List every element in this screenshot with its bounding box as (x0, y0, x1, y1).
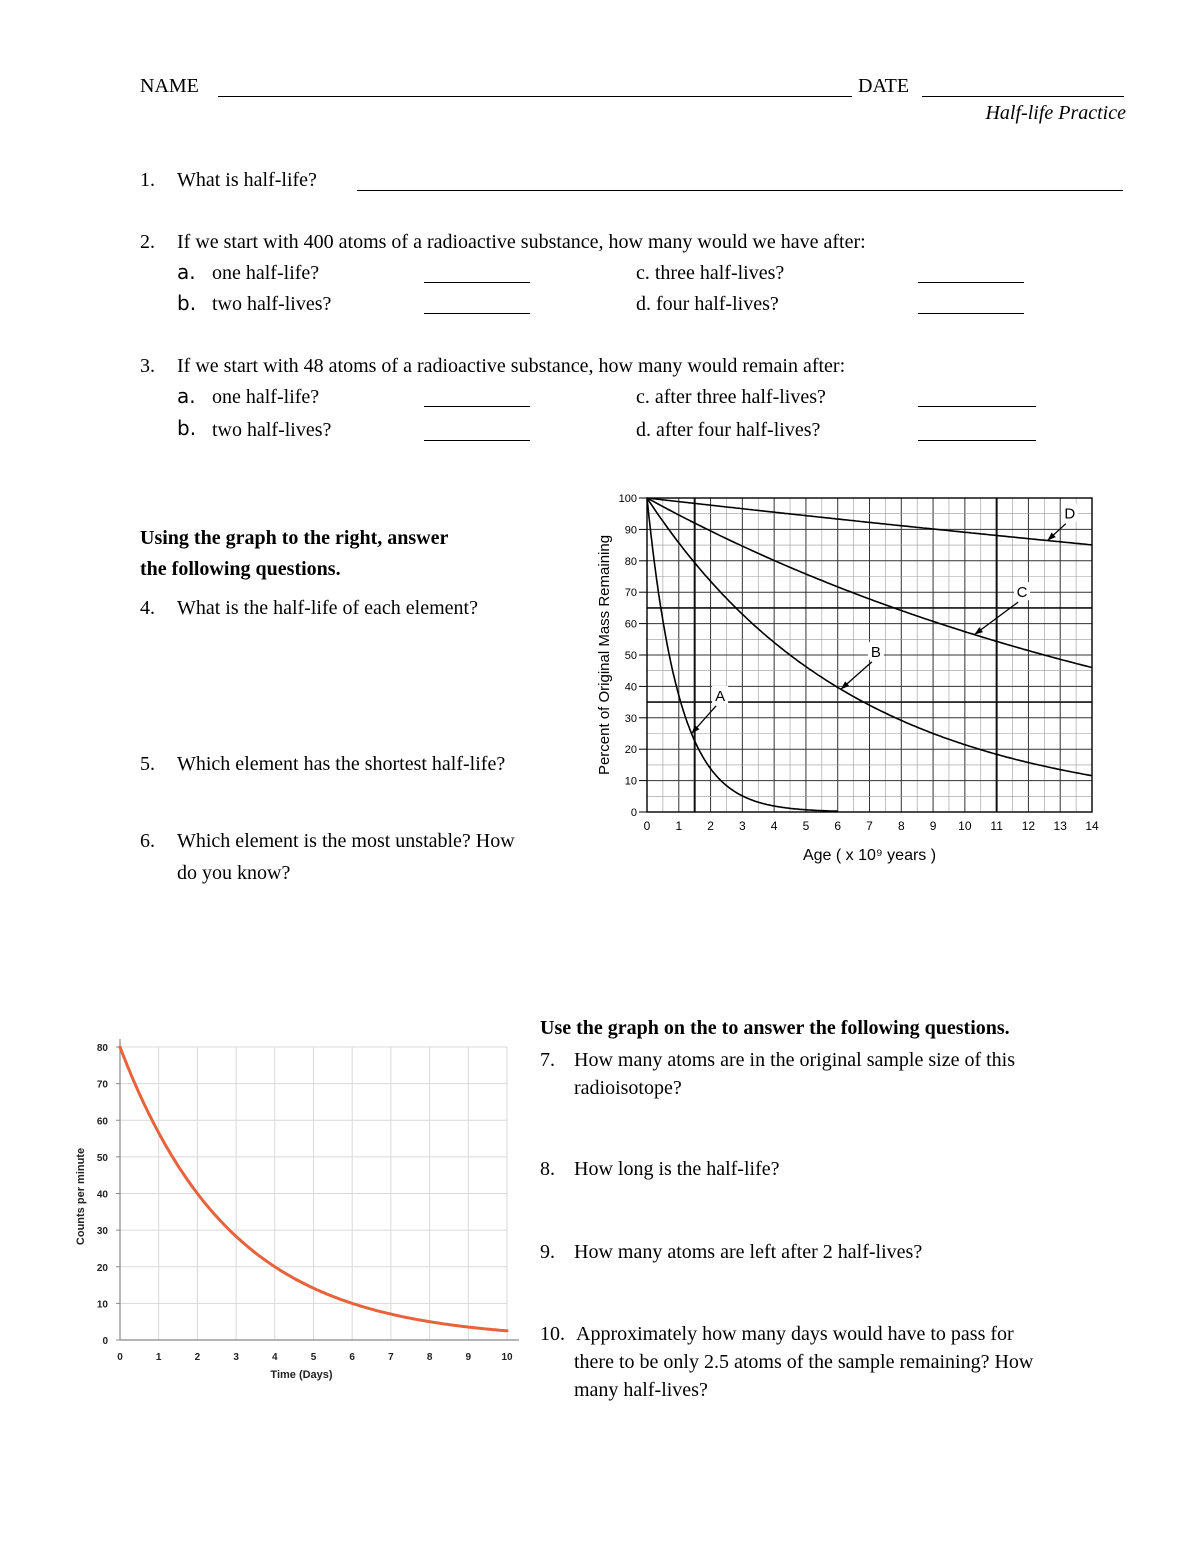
y-tick-label: 100 (618, 493, 637, 505)
y-tick-label: 80 (96, 1043, 108, 1054)
q2-b-answer-line[interactable] (424, 313, 530, 314)
x-tick-label: 12 (1021, 819, 1036, 833)
q10-text-line2: there to be only 2.5 atoms of the sample remaining? How (574, 1351, 1034, 1373)
y-tick-label: 30 (624, 712, 637, 725)
x-tick-label: 6 (834, 819, 842, 833)
q10-text-line3: many half-lives? (574, 1379, 708, 1401)
x-tick-label: 5 (802, 819, 810, 833)
date-label: DATE (858, 75, 910, 97)
y-axis-label: Counts per minute (75, 1147, 87, 1246)
y-tick-label: 80 (624, 555, 637, 568)
x-tick-label: 6 (349, 1352, 355, 1363)
q2-c-text: c. three half-lives? (636, 262, 785, 284)
q3-text: If we start with 48 atoms of a radioactive substance, how many would remain after: (177, 355, 846, 377)
x-tick-label: 10 (501, 1352, 513, 1363)
q8-number: 8. (540, 1158, 555, 1180)
y-tick-label: 10 (96, 1299, 108, 1311)
q5-number: 5. (140, 753, 155, 775)
y-tick-label: 10 (624, 775, 637, 788)
q2-d-answer-line[interactable] (918, 313, 1024, 314)
x-tick-label: 0 (117, 1352, 123, 1363)
x-axis-label: Age ( x 10⁹ years ) (802, 847, 937, 864)
x-tick-label: 3 (233, 1352, 239, 1363)
y-tick-label: 0 (102, 1336, 108, 1347)
x-tick-label: 7 (866, 819, 873, 833)
x-tick-label: 11 (990, 819, 1003, 833)
date-answer-line[interactable] (922, 96, 1124, 97)
q10-text-line1: Approximately how many days would have to pass for (576, 1323, 1014, 1345)
series-label-c: C (1016, 584, 1028, 602)
q3-d-text: d. after four half-lives? (636, 419, 821, 441)
x-tick-label: 3 (739, 819, 746, 833)
half-life-elements-chart (585, 485, 1110, 875)
page-subtitle: Half-life Practice (985, 102, 1126, 124)
q1-answer-line[interactable] (357, 190, 1123, 191)
name-answer-line[interactable] (218, 96, 852, 97)
q6-text-line2: do you know? (177, 862, 291, 884)
y-tick-label: 60 (624, 618, 637, 631)
q8-text: How long is the half-life? (574, 1158, 780, 1180)
x-axis-label: Time (Days) (270, 1369, 333, 1381)
q3-c-answer-line[interactable] (918, 406, 1036, 407)
y-tick-label: 40 (96, 1189, 108, 1201)
q2-c-answer-line[interactable] (918, 282, 1024, 283)
q2-a-answer-line[interactable] (424, 282, 530, 283)
name-label: NAME (140, 75, 199, 97)
q5-text: Which element has the shortest half-life? (177, 753, 506, 775)
q4-number: 4. (140, 597, 155, 619)
q10-number: 10. (540, 1323, 565, 1345)
y-tick-label: 40 (624, 681, 637, 694)
arrow-head (974, 627, 983, 635)
y-tick-label: 50 (96, 1152, 108, 1164)
series-label-a: A (715, 687, 726, 705)
y-tick-label: 0 (630, 807, 637, 819)
x-tick-label: 1 (155, 1352, 162, 1363)
q6-number: 6. (140, 830, 155, 852)
q1-number: 1. (140, 169, 155, 191)
q3-a-letter: a. (177, 384, 196, 408)
q2-b-letter: b. (177, 291, 197, 315)
section2-heading: Use the graph on the to answer the following questions. (540, 1017, 1010, 1039)
x-tick-label: 14 (1085, 819, 1099, 833)
q9-text: How many atoms are left after 2 half-lives? (574, 1241, 923, 1263)
y-tick-label: 60 (96, 1116, 108, 1128)
x-tick-label: 8 (897, 819, 905, 833)
y-tick-label: 20 (96, 1262, 108, 1274)
q3-a-text: one half-life? (212, 386, 320, 408)
x-tick-label: 9 (465, 1352, 472, 1363)
counts-per-minute-chart (70, 1030, 520, 1390)
section1-heading-line2: the following questions. (140, 558, 341, 580)
q2-text: If we start with 400 atoms of a radioactive substance, how many would we have after: (177, 231, 866, 253)
x-tick-label: 4 (272, 1352, 278, 1363)
q3-number: 3. (140, 355, 155, 377)
x-tick-label: 13 (1053, 819, 1067, 833)
x-tick-label: 9 (929, 819, 937, 833)
q9-number: 9. (540, 1241, 555, 1263)
x-tick-label: 2 (194, 1352, 201, 1363)
y-tick-label: 30 (96, 1226, 108, 1238)
y-tick-label: 50 (624, 650, 637, 662)
y-tick-label: 90 (624, 524, 637, 537)
q7-text-line1: How many atoms are in the original sample size of this (574, 1049, 1016, 1071)
x-tick-label: 10 (958, 819, 972, 833)
q6-text-line1: Which element is the most unstable? How (177, 830, 515, 852)
q3-d-answer-line[interactable] (918, 440, 1036, 441)
x-tick-label: 8 (426, 1352, 433, 1363)
q3-b-letter: b. (177, 416, 197, 440)
q2-d-text: d. four half-lives? (636, 293, 779, 315)
y-tick-label: 20 (624, 744, 637, 757)
q3-a-answer-line[interactable] (424, 406, 530, 407)
q2-number: 2. (140, 231, 155, 253)
q4-text: What is the half-life of each element? (177, 597, 478, 619)
q2-a-letter: a. (177, 260, 196, 284)
series-label-b: B (870, 643, 881, 661)
x-tick-label: 5 (310, 1352, 317, 1363)
x-tick-label: 0 (643, 819, 651, 833)
q7-text-line2: radioisotope? (574, 1077, 682, 1099)
x-tick-label: 7 (388, 1352, 394, 1363)
q2-b-text: two half-lives? (212, 293, 332, 315)
y-axis-label: Percent of Original Mass Remaining (596, 534, 613, 776)
x-tick-label: 4 (770, 819, 778, 833)
q3-b-answer-line[interactable] (424, 440, 530, 441)
y-tick-label: 70 (624, 587, 637, 600)
q7-number: 7. (540, 1049, 555, 1071)
q3-b-text: two half-lives? (212, 419, 332, 441)
x-tick-label: 2 (707, 819, 714, 833)
q1-text: What is half-life? (177, 169, 317, 191)
x-tick-label: 1 (675, 819, 683, 833)
section1-heading-line1: Using the graph to the right, answer (140, 527, 449, 549)
q3-c-text: c. after three half-lives? (636, 386, 826, 408)
y-tick-label: 70 (96, 1079, 108, 1091)
series-label-d: D (1064, 505, 1076, 523)
q2-a-text: one half-life? (212, 262, 320, 284)
